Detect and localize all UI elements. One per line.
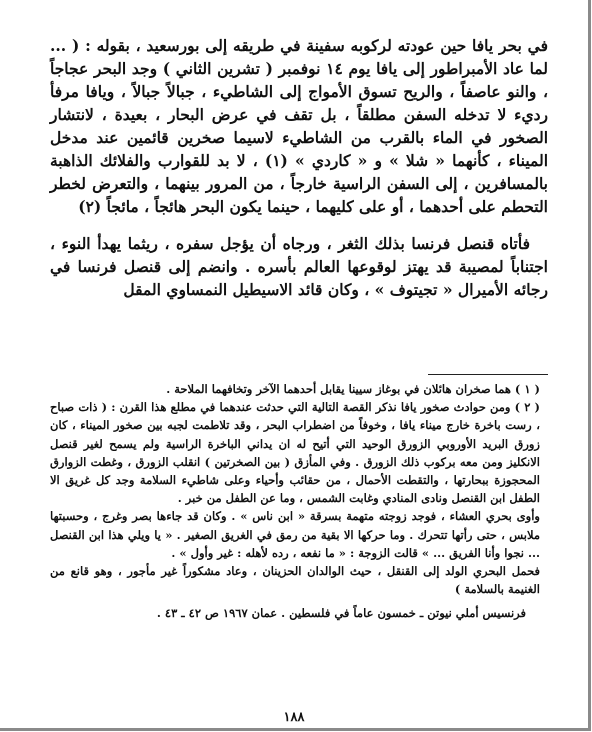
footnote-separator bbox=[428, 374, 548, 375]
body-paragraph-1: في بحر يافا حين عودته لركوبه سفينة في طريقه إلى بورسعيد ، بقوله : ( ... لما عاد الأمبراطور إلى يافا يوم ١٤ نوفمبر ( تشرين الثاني ) وجد البحر عجاجاً ، والنو عاصفاً ، والريح تسوق الأمواج إلى الشاطيء ، جبالاً جبالاً ، ويافا مرفأ رديء لا تدخله السفن مطلقاً ، بل تقف في عرض البحار ، بعيدة ، لانتشار الصخور في الماء بالقرب من الشاطيء لاسيما صخرين قائمين عند مدخل الميناء ، كأنهما « شلا » و « كاردي » (١) ، لا بد للقوارب والفلائك الذاهبة بالمسافرين ، إلى السفن الراسية خارجاً ، من المرور بينهما ، والتعرض لخطر التحطم على أحدهما ، أو على كليهما ، حينما يكون البحر هائجاً ، مائجاً (٢) bbox=[50, 36, 549, 216]
main-text bbox=[50, 34, 548, 301]
footnote-source-reference: فرنسيس أملي نيوتن ـ خمسون عاماً في فلسطين . عمان ١٩٦٧ ص ٤٢ ـ ٤٣ . bbox=[156, 606, 526, 621]
footnotes bbox=[50, 380, 540, 623]
footnote-2-continued: وأوى بحري العشاء ، فوجد زوجته متهمة بسرقة « ابن ناس » . وكان قد جاءها بصر وغرج ، وحسبتها ملابس ، حتى رأتها تتحرك . وما حركها الا بقية من رمق في الغريق الصغير . « يا ويلي هذا ابن القنصل ... نجوا وأنا الفريق ... » قالت الزوجة : « ما نفعه ، رده لأهله : غير وأول » . bbox=[50, 509, 540, 560]
page-number: ١٨٨ bbox=[283, 710, 305, 725]
footnote-2-ending: فحمل البحري الولد إلى القنقل ، حيث الوالدان الحزينان ، وعاد مشكوراً غير مأجور ، وهو قانع من الغنيمة بالسلامة ) bbox=[50, 564, 540, 597]
footnote-2: ( ٢ ) ومن حوادث صخور يافا نذكر القصة التالية التي حدثت عندهما في مطلع هذا القرن : ( ذات صباح ، رست باخرة خارج ميناء يافا ، وخوفاً من اضطراب البحر ، وقد تلاطمت لجبه بين صخور الميناء ، كان زورق البريد الأوروبي الزورق الوحيد التي أتيح له ان يداني الباخرة الراسية ولم يسمح لغير قنصل الانكليز ومن معه بركوب ذلك الزورق . وفي المأزق ( بين الصخرتين ) انقلب الزورق ، وغطت الزوارق المحجوزة ببحارتها ، والتقطت الأحمال ، من حقائب وأحياء وعلى شاطيء السلامة وجد كل غريق الا الطفل ابن القنصل ونادى المنادي وغابت الشمس ، وما عن الطفل من خبر . bbox=[50, 400, 540, 506]
body-paragraph-2: فأتاه قنصل فرنسا بذلك الثغر ، ورجاه أن يؤجل سفره ، ريثما يهدأ النوء ، اجتناباً لمصيبة قد يهتز لوقوعها العالم بأسره . وانضم إلى قنصل فرنسا في رجائه الأميرال « تجيتوف » ، وكان قائد الاسيطيل النمساوي المقل bbox=[50, 234, 548, 299]
footnote-1: ( ١ ) هما صخران هائلان في بوغاز سيينا يقابل أحدهما الآخر وتخافهما الملاحة . bbox=[166, 382, 540, 396]
